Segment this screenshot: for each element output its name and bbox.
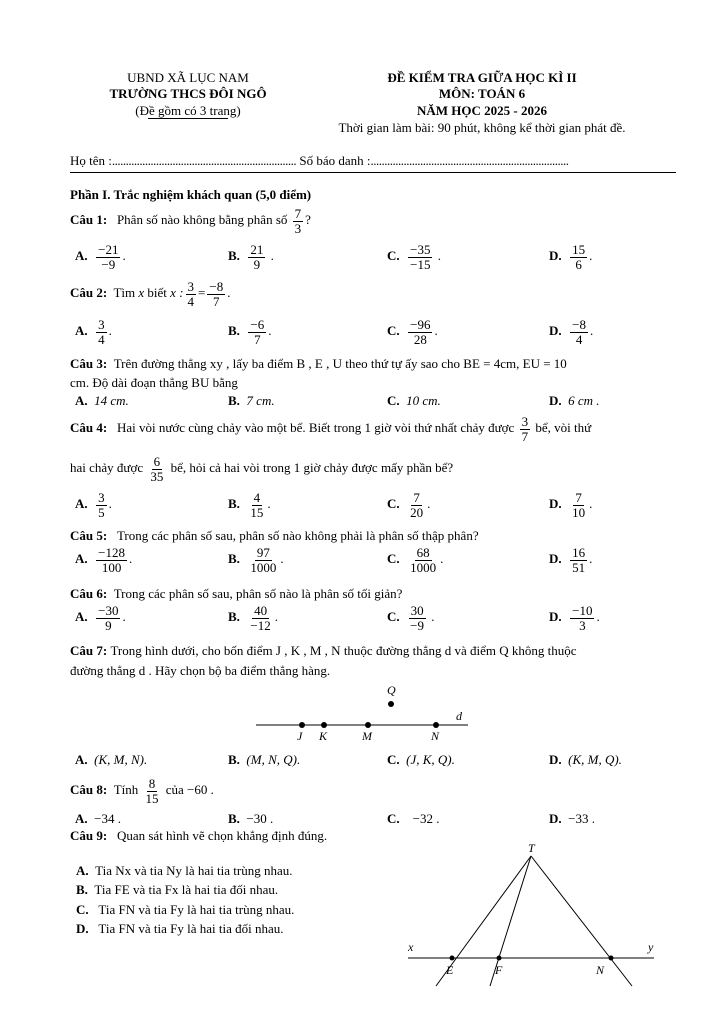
q5-option-b[interactable]: B. $\frac{97}{1000}$ . (228, 545, 284, 575)
id-label: Số báo danh : (299, 153, 371, 168)
q3-option-d[interactable]: D. 6 cm . (549, 393, 600, 408)
q5-stem: Câu 5: Trong các phân số sau, phân số nào không phải là phân số thập phân? (70, 528, 479, 543)
q7-stem-line2: đường thẳng d . Hãy chọn bộ ba điểm thẳng hàng. (70, 663, 331, 678)
q7-label-m: M (362, 729, 372, 743)
q4-option-b[interactable]: B. $\frac{4}{15}$ . (228, 490, 271, 520)
q9-point-f (497, 956, 502, 961)
q7-point-m (365, 722, 371, 728)
q3-option-c[interactable]: C. 10 cm. (387, 393, 441, 408)
q3-stem-line2: cm. Độ dài đoạn thẳng BU bằng (70, 375, 238, 390)
q3-option-a[interactable]: A. 14 cm. (75, 393, 129, 408)
q8-option-b[interactable]: B. −30 . (228, 811, 274, 826)
q9-option-a[interactable]: A. Tia Nx và tia Ny là hai tia trùng nhau. (76, 863, 293, 878)
q4-option-d[interactable]: D. $\frac{7}{10}$ . (549, 490, 593, 520)
q6-option-a[interactable]: A. $\frac{-30}{9}$ . (75, 603, 126, 633)
q3-stem-line1: Câu 3: Trên đường thẳng xy , lấy ba điểm B , E , U theo thứ tự ấy sao cho BE = 4cm, EU = 10 (70, 356, 567, 371)
q1-option-c[interactable]: C. $\frac{-35}{-15}$ . (387, 242, 441, 272)
school-year: NĂM HỌC 2025 - 2026 (417, 103, 547, 118)
q9-option-b[interactable]: B. Tia FE và tia Fx là hai tia đối nhau. (76, 882, 279, 897)
q8-option-d[interactable]: D. −33 . (549, 811, 595, 826)
q9-line-tn (531, 856, 632, 986)
q1-text: Phân số nào không bằng phân số (116, 212, 288, 228)
q2-option-b[interactable]: B. $\frac{-6}{7}$ . (228, 317, 272, 347)
q7-label-n: N (431, 729, 440, 743)
q9-option-c[interactable]: C. Tia FN và tia Fy là hai tia trùng nhau. (76, 902, 295, 917)
subject: MÔN: TOÁN 6 (438, 86, 526, 101)
q4-stem-line2: hai chảy được $\frac{6}{35}$ bể, hỏi cả hai vòi trong 1 giờ chảy được mấy phần bể? (70, 454, 454, 484)
q1-option-a[interactable]: A. $\frac{-21}{-9}$ . (75, 242, 126, 272)
part1-title: Phần I. Trắc nghiệm khách quan (5,0 điểm) (70, 187, 312, 202)
q7-label-j: J (297, 729, 303, 743)
q2-label: Câu 2: (70, 285, 108, 301)
q2-option-d[interactable]: D. $\frac{-8}{4}$ . (549, 317, 594, 347)
q9-label-y: y (648, 940, 654, 954)
q1-option-d[interactable]: D. $\frac{15}{6}$ . (549, 242, 593, 272)
q4-option-a[interactable]: A. $\frac{3}{5}$ . (75, 490, 112, 520)
info-rule (70, 172, 676, 173)
q2-option-a[interactable]: A. $\frac{3}{4}$ . (75, 317, 112, 347)
q9-option-d[interactable]: D. Tia FN và tia Fy là hai tia đối nhau. (76, 921, 284, 936)
q9-label-t: T (528, 841, 535, 855)
q2-option-c[interactable]: C. $\frac{-96}{28}$ . (387, 317, 438, 347)
q5-option-c[interactable]: C. $\frac{68}{1000}$ . (387, 545, 444, 575)
q9-label-e: E (446, 963, 454, 977)
q2-stem: Câu 2: Tìm x biết x : $\frac{3}{4}$ = $\frac{-8}{7}$ . (70, 279, 231, 309)
q9-point-n (609, 956, 614, 961)
q5-option-d[interactable]: D. $\frac{16}{51}$ . (549, 545, 593, 575)
q9-stem: Câu 9: Quan sát hình vẽ chọn khẳng định đúng. (70, 828, 328, 843)
q7-label-q: Q (387, 683, 396, 697)
student-info-line (70, 153, 569, 169)
q7-option-b[interactable]: B. (M, N, Q). (228, 752, 301, 767)
q5-option-a[interactable]: A. $\frac{-128}{100}$ . (75, 545, 133, 575)
school-authority: UBND XÃ LỤC NAM (127, 70, 249, 85)
q7-point-n (433, 722, 439, 728)
q9-label-f: F (495, 963, 503, 977)
q1-label: Câu 1: (70, 212, 108, 228)
q7-point-k (321, 722, 327, 728)
q4-option-c[interactable]: C. $\frac{7}{20}$ . (387, 490, 431, 520)
q7-label-k: K (319, 729, 328, 743)
q6-option-b[interactable]: B. $\frac{40}{-12}$ . (228, 603, 279, 633)
q6-option-c[interactable]: C. $\frac{30}{-9}$ . (387, 603, 435, 633)
q6-option-d[interactable]: D. $\frac{-10}{3}$ . (549, 603, 600, 633)
q9-figure (400, 838, 665, 988)
id-field[interactable]: ........................................................................ (370, 153, 569, 168)
q8-option-a[interactable]: A. −34 . (75, 811, 121, 826)
school-name: TRƯỜNG THCS ĐÔI NGÔ (109, 86, 267, 101)
q1-stem: Câu 1: Phân số nào không bằng phân số $\frac{7}{3}$ ? (70, 206, 311, 236)
exam-title: ĐỀ KIỂM TRA GIỮA HỌC KÌ II (387, 70, 577, 85)
q9-label-n: N (596, 963, 605, 977)
q7-option-c[interactable]: C. (J, K, Q). (387, 752, 455, 767)
q7-stem-line1: Câu 7: Trong hình dưới, cho bốn điểm J , K , M , N thuộc đường thẳng d và điểm Q không thuộc (70, 643, 577, 658)
name-label: Họ tên : (70, 153, 112, 168)
q7-label-d: d (456, 709, 462, 723)
q1-option-b[interactable]: B. $\frac{21}{9}$ . (228, 242, 274, 272)
q9-label-x: x (408, 940, 414, 954)
name-field[interactable]: ................................................................... (111, 153, 297, 168)
q7-option-a[interactable]: A. (K, M, N). (75, 752, 148, 767)
q7-point-q (388, 701, 394, 707)
q8-option-c[interactable]: C. −32 . (387, 811, 440, 826)
q7-figure (250, 680, 480, 745)
q9-point-e (450, 956, 455, 961)
q7-option-d[interactable]: D. (K, M, Q). (549, 752, 622, 767)
q7-point-j (299, 722, 305, 728)
q8-stem: Câu 8: Tính $\frac{8}{15}$ của −60 . (70, 776, 214, 806)
time-note: Thời gian làm bài: 90 phút, không kể thời gian phát đề. (338, 120, 626, 135)
q1-fraction: $\frac{7}{3}$ (294, 206, 302, 236)
q4-stem-line1: Câu 4: Hai vòi nước cùng chảy vào một bể. Biết trong 1 giờ vòi thứ nhất chảy được $\frac{3}{7}$ bể, vòi thứ (70, 414, 592, 444)
page-count-note: (Đề gồm có 3 trang) (135, 103, 241, 118)
q3-option-b[interactable]: B. 7 cm. (228, 393, 275, 408)
header-divider (148, 118, 228, 119)
q6-stem: Câu 6: Trong các phân số sau, phân số nào là phân số tối giản? (70, 586, 403, 601)
